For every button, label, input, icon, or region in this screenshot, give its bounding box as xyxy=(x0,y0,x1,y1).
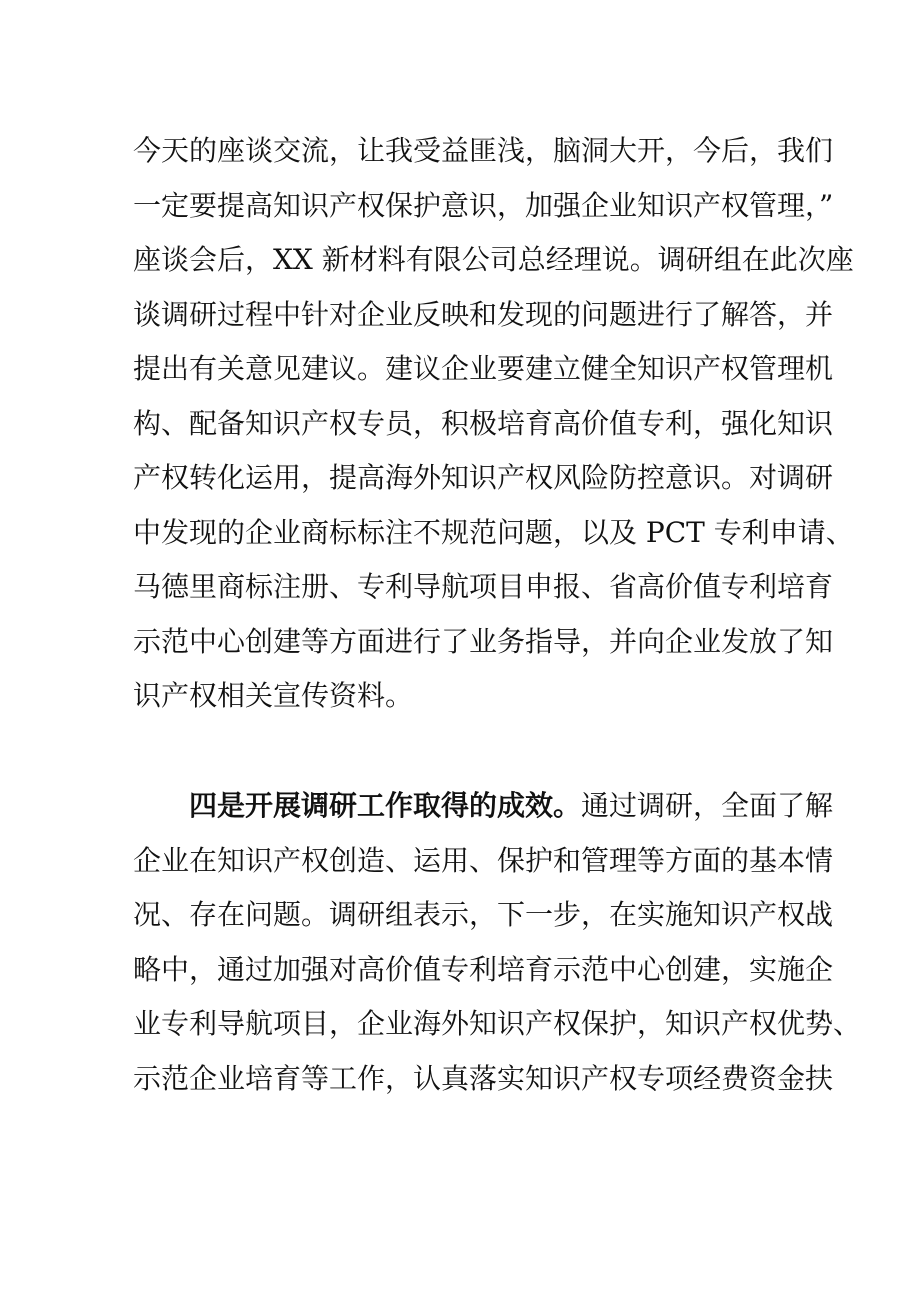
paragraph-line: 座谈会后，XX 新材料有限公司总经理说。调研组在此次座 xyxy=(133,243,854,276)
paragraph-line: 企业在知识产权创造、运用、保护和管理等方面的基本情 xyxy=(133,843,834,877)
paragraph-line: 谈调研过程中针对企业反映和发现的问题进行了解答，并 xyxy=(133,297,834,331)
paragraph-line: 今天的座谈交流，让我受益匪浅，脑洞大开，今后，我们 xyxy=(133,134,834,167)
paragraph-line: 略中，通过加强对高价值专利培育示范中心创建，实施企 xyxy=(133,952,834,986)
paragraph-line: 示范企业培育等工作，认真落实知识产权专项经费资金扶 xyxy=(133,1061,834,1095)
paragraph-line: 马德里商标注册、专利导航项目申报、省高价值专利培育 xyxy=(133,570,834,603)
paragraph-1 xyxy=(133,124,854,724)
paragraph-line: 构、配备知识产权专员，积极培育高价值专利，强化知识 xyxy=(133,406,834,440)
paragraph-line: 产权转化运用，提高海外知识产权风险防控意识。对调研 xyxy=(133,461,834,494)
paragraph-line: 业专利导航项目，企业海外知识产权保护，知识产权优势、 xyxy=(133,1007,862,1040)
lead-rest-text: 通过调研，全面了解 xyxy=(581,789,834,822)
paragraph-2 xyxy=(133,779,862,1106)
paragraph-line: 中发现的企业商标标注不规范问题，以及 PCT 专利申请、 xyxy=(133,515,854,549)
paragraph-line: 示范中心创建等方面进行了业务指导，并向企业发放了知 xyxy=(133,624,834,658)
paragraph-line: 一定要提高知识产权保护意识，加强企业知识产权管理，” xyxy=(133,188,834,222)
paragraph-line: 提出有关意见建议。建议企业要建立健全知识产权管理机 xyxy=(133,352,834,385)
section-heading-bold: 四是开展调研工作取得的成效。 xyxy=(189,789,582,822)
paragraph-lead-line xyxy=(133,779,834,834)
paragraph-line: 况、存在问题。调研组表示，下一步，在实施知识产权战 xyxy=(133,898,834,931)
paragraph-line-last: 识产权相关宣传资料。 xyxy=(133,679,414,712)
